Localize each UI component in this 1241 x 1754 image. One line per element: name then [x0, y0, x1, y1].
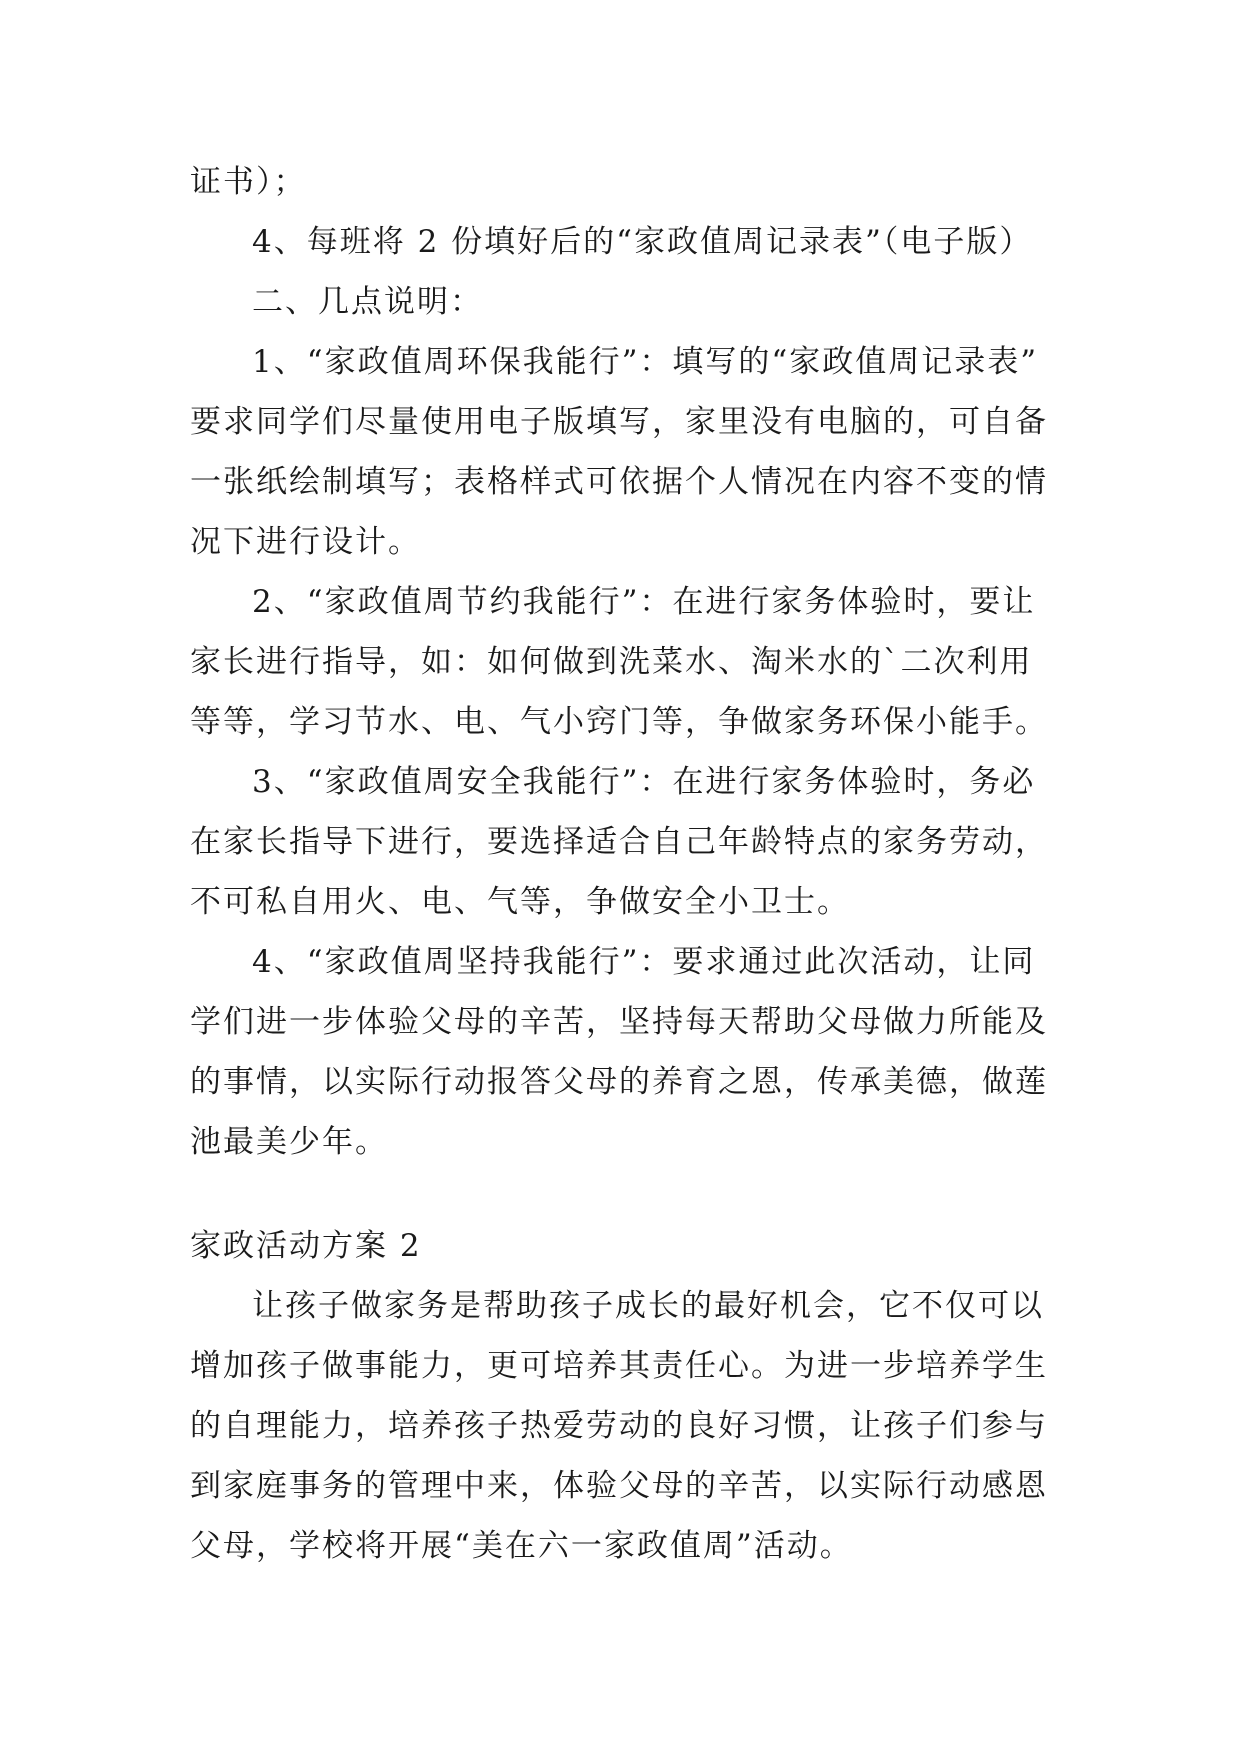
section-heading-notes [190, 272, 1060, 332]
text-line: 况下进行设计。 [190, 524, 421, 560]
document-body [190, 152, 1060, 1576]
text-line: 不可私自用火、电、气等，争做安全小卫士。 [190, 884, 850, 920]
text-line: 1、“家政值周环保我能行”：填写的“家政值周记录表” [252, 344, 1039, 380]
text-line: 3、“家政值周安全我能行”：在进行家务体验时，务必 [252, 764, 1036, 800]
text-line: 二、几点说明： [252, 284, 483, 320]
text-line: 要求同学们尽量使用电子版填写，家里没有电脑的，可自备 [190, 404, 1048, 440]
text-line: 在家长指导下进行，要选择适合自己年龄特点的家务劳动， [190, 824, 1048, 860]
text-line: 等等，学习节水、电、气小窍门等，争做家务环保小能手。 [190, 704, 1048, 740]
paragraph-intro [190, 1276, 1060, 1576]
paragraph-note-4 [190, 932, 1060, 1172]
text-line: 让孩子做家务是帮助孩子成长的最好机会，它不仅可以 [252, 1288, 1044, 1324]
text-line: 父母，学校将开展“美在六一家政值周”活动。 [190, 1528, 853, 1564]
paragraph-note-1 [190, 332, 1060, 572]
text-line: 4、“家政值周坚持我能行”：要求通过此次活动，让同 [252, 944, 1036, 980]
text-line: 池最美少年。 [190, 1124, 388, 1160]
text-line: 一张纸绘制填写；表格样式可依据个人情况在内容不变的情 [190, 464, 1048, 500]
section-title: 家政活动方案 2 [190, 1228, 422, 1264]
text-line: 家长进行指导，如：如何做到洗菜水、淘米水的`二次利用 [190, 644, 1033, 680]
text-line: 到家庭事务的管理中来，体验父母的辛苦，以实际行动感恩 [190, 1468, 1048, 1504]
text-line: 的自理能力，培养孩子热爱劳动的良好习惯，让孩子们参与 [190, 1408, 1048, 1444]
text-line: 2、“家政值周节约我能行”：在进行家务体验时，要让 [252, 584, 1036, 620]
text-line: 4、每班将 2 份填好后的“家政值周记录表”（电子版） [252, 224, 1033, 260]
text-line: 证书）； [190, 164, 307, 200]
text-line: 增加孩子做事能力，更可培养其责任心。为进一步培养学生 [190, 1348, 1048, 1384]
paragraph-note-3 [190, 752, 1060, 932]
paragraph-continuation [190, 152, 1060, 212]
text-line: 学们进一步体验父母的辛苦，坚持每天帮助父母做力所能及 [190, 1004, 1048, 1040]
paragraph-note-2 [190, 572, 1060, 752]
text-line: 的事情，以实际行动报答父母的养育之恩，传承美德，做莲 [190, 1064, 1048, 1100]
paragraph-item-4 [190, 212, 1060, 272]
